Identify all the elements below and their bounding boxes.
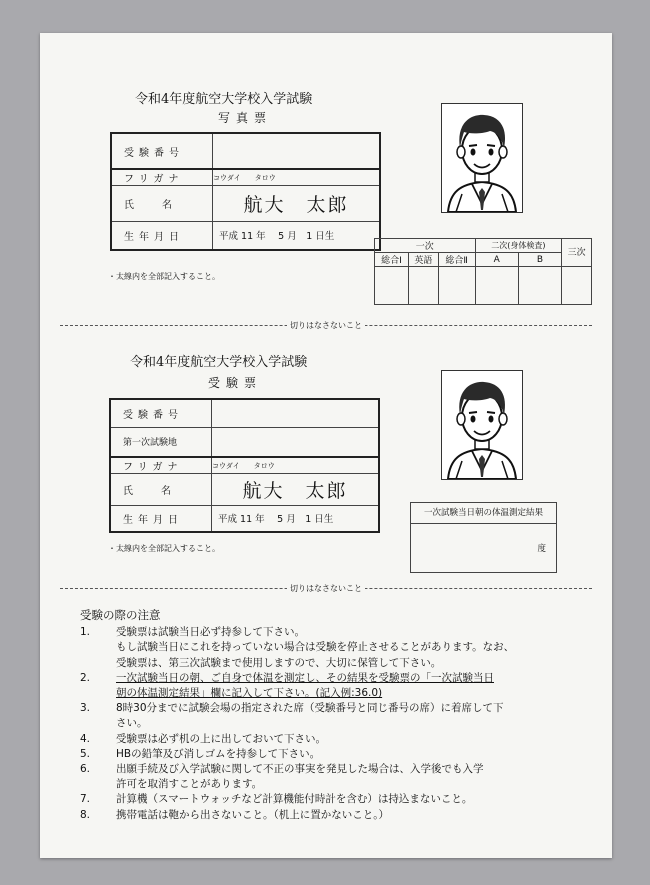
exam-number-label: 受験番号: [110, 399, 212, 427]
applicant-photo: [441, 103, 523, 213]
slip2-title: 令和4年度航空大学校入学試験: [130, 355, 308, 370]
name-value: 航大 太郎: [213, 186, 381, 222]
exam-site-label: 第一次試験地: [110, 427, 212, 457]
furigana-label: フリガナ: [111, 169, 213, 186]
instruction-item: [80, 671, 600, 701]
instruction-line: 一次試験当日の朝、ご自身で体温を測定し、その結果を受験票の「一次試験当日: [116, 671, 494, 684]
furigana-value: コウダイ タロウ: [212, 457, 380, 474]
instruction-line: 受験票は、第三次試験まで使用しますので、大切に保管して下さい。: [116, 656, 442, 669]
instruction-line: HBの鉛筆及び消しゴムを持参して下さい。: [116, 747, 321, 760]
applicant-photo: [441, 370, 523, 480]
grade-col-header: B: [518, 253, 561, 267]
instruction-line: 出願手続及び入学試験に関して不正の事実を発見した場合は、入学後でも入学: [116, 763, 484, 776]
instruction-line: 受験票は必ず机の上に出しておいて下さい。: [116, 732, 326, 745]
exam-number-label: 受験番号: [111, 133, 213, 169]
grade-cell[interactable]: [518, 267, 561, 305]
grade-table: [374, 238, 592, 305]
instruction-line: さい。: [116, 717, 148, 730]
instruction-number: 5.: [80, 747, 91, 760]
grade-col-header: 総合Ⅰ: [375, 253, 409, 267]
birthdate-value: 平成 11 年 5 月 1 日生: [212, 506, 380, 532]
instruction-item: [80, 792, 600, 807]
furigana-value: コウダイ タロウ: [213, 169, 381, 186]
grade-cell[interactable]: [375, 267, 409, 305]
grade-cell[interactable]: [438, 267, 475, 305]
grade-cell[interactable]: [408, 267, 438, 305]
instruction-line: 携帯電話は鞄から出さないこと。（机上に置かないこと。）: [116, 808, 389, 821]
instruction-item: [80, 808, 600, 823]
slip1-subtitle: 写真票: [218, 111, 273, 125]
grade-col-header: A: [475, 253, 518, 267]
person-portrait-icon: [442, 104, 522, 212]
person-portrait-icon: [442, 371, 522, 479]
exam-instructions: [80, 608, 600, 823]
instruction-number: 7.: [80, 793, 91, 806]
cut-line: [60, 321, 592, 330]
birthdate-label: 生年月日: [110, 506, 212, 532]
instruction-line: もし試験当日にこれを持っていない場合は受験を停止させることがあります。なお、: [116, 641, 515, 654]
birthdate-label: 生年月日: [111, 222, 213, 250]
slip1-form: [110, 132, 381, 251]
instruction-number: 6.: [80, 763, 91, 776]
name-label: 氏名: [111, 186, 213, 222]
exam-sheet: [40, 33, 612, 858]
instruction-number: 1.: [80, 626, 91, 639]
instruction-item: [80, 625, 600, 671]
birthdate-value: 平成 11 年 5 月 1 日生: [213, 222, 381, 250]
grade-cell[interactable]: [475, 267, 518, 305]
temperature-box-title: 一次試験当日朝の体温測定結果: [411, 503, 556, 524]
instruction-line: 8時30分までに試験会場の指定された席（受験番号と同じ番号の席）に着席して下: [116, 702, 504, 715]
instruction-item: [80, 701, 600, 731]
instruction-number: 2.: [80, 671, 91, 684]
instruction-line: 計算機（スマートウォッチなど計算機能付時計を含む）は持込まないこと。: [116, 793, 473, 806]
instruction-number: 4.: [80, 732, 91, 745]
temperature-field[interactable]: [411, 524, 556, 572]
cut-line-label: 切りはなさないこと: [287, 583, 365, 594]
instruction-item: [80, 747, 600, 762]
name-value: 航大 太郎: [212, 474, 380, 506]
instruction-line: 朝の体温測定結果」欄に記入して下さい。(記入例:36.0): [116, 687, 383, 700]
exam-site-field[interactable]: [212, 427, 380, 457]
grade-stage1-header: 一次: [375, 239, 476, 253]
temperature-box: [410, 502, 557, 573]
instruction-item: [80, 762, 600, 792]
instruction-number: 8.: [80, 808, 91, 821]
instructions-heading: 受験の際の注意: [80, 608, 161, 622]
instruction-line: 受験票は試験当日必ず持参して下さい。: [116, 626, 305, 639]
grade-cell[interactable]: [562, 267, 592, 305]
grade-stage2-header: 二次(身体検査): [475, 239, 562, 253]
exam-number-field[interactable]: [213, 133, 381, 169]
slip2-note: ・太線内を全部記入すること。: [108, 544, 220, 553]
cut-line-label: 切りはなさないこと: [287, 320, 365, 331]
cut-line: [60, 584, 592, 593]
instruction-item: [80, 732, 600, 747]
grade-col-header: 英語: [408, 253, 438, 267]
instruction-number: 3.: [80, 702, 91, 715]
slip1-note: ・太線内を全部記入すること。: [108, 272, 220, 281]
slip1-title: 令和4年度航空大学校入学試験: [135, 92, 313, 107]
grade-col-header: 総合Ⅱ: [438, 253, 475, 267]
instruction-line: 許可を取消すことがあります。: [116, 778, 263, 791]
slip2-form: [109, 398, 380, 533]
grade-stage3-header: 三次: [562, 239, 592, 267]
furigana-label: フリガナ: [110, 457, 212, 474]
temperature-unit: 度: [537, 544, 546, 554]
exam-number-field[interactable]: [212, 399, 380, 427]
slip2-subtitle: 受験票: [208, 376, 263, 390]
name-label: 氏名: [110, 474, 212, 506]
